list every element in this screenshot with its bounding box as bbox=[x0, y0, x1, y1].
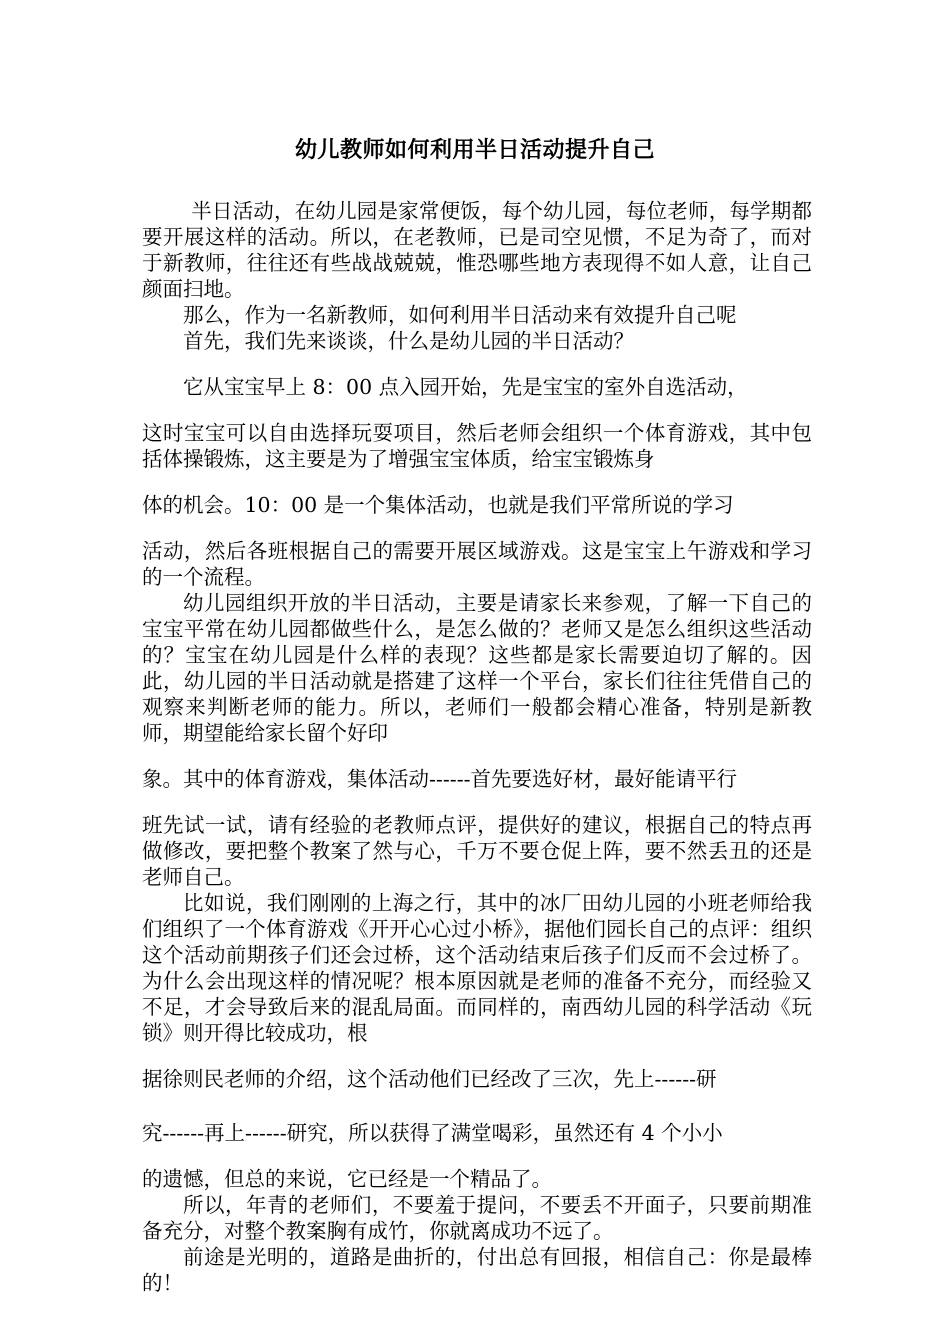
paragraph-example-intro: 据徐则民老师的介绍，这个活动他们已经改了三次，先上------研 bbox=[142, 1067, 717, 1091]
paragraph-intro: 半日活动，在幼儿园是家常便饭，每个幼儿园，每位老师，每学期都要开展这样的活动。所以，在老教师，已是司空见惯，不足为奇了，而对于新教师，往往还有些战战兢兢，惟恐哪些地方表现得不如人意，让自己颜面扫地。 bbox=[142, 199, 812, 301]
document-body bbox=[142, 198, 812, 1296]
paragraph-open-activity: 幼儿园组织开放的半日活动，主要是请家长来参观，了解一下自己的宝宝平常在幼儿园都做些什么，是怎么做的？老师又是怎么组织这些活动的？宝宝在幼儿园是什么样的表现？这些都是家长需要迫切了解的。因此，幼儿园的半日活动就是搭建了这样一个平台，家长们往往凭借自己的观察来判断老师的能力。所以，老师们一般都会精心准备，特别是新教师，期望能给家长留个好印 bbox=[142, 591, 812, 745]
document-title: 幼儿教师如何利用半日活动提升自己 bbox=[294, 137, 655, 163]
paragraph-schedule-area: 活动，然后各班根据自己的需要开展区域游戏。这是宝宝上午游戏和学习的一个流程。 bbox=[142, 539, 812, 589]
paragraph-first-topic: 首先，我们先来谈谈，什么是幼儿园的半日活动？ bbox=[183, 329, 634, 353]
paragraph-example-research: 究------再上------研究，所以获得了满堂喝彩，虽然还有 4 个小小 bbox=[142, 1121, 723, 1145]
paragraph-schedule-start: 它从宝宝早上 8：00 点入园开始，先是宝宝的室外自选活动， bbox=[183, 375, 748, 399]
paragraph-closing: 前途是光明的，道路是曲折的，付出总有回报，相信自己：你是最棒的！ bbox=[142, 1245, 812, 1295]
paragraph-advice: 所以，年青的老师们，不要羞于提问，不要丢不开面子，只要前期准备充分，对整个教案胸有成竹，你就离成功不远了。 bbox=[142, 1193, 812, 1243]
paragraph-example-conclusion: 的遗憾，但总的来说，它已经是一个精品了。 bbox=[142, 1167, 552, 1191]
paragraph-example: 比如说，我们刚刚的上海之行，其中的冰厂田幼儿园的小班老师给我们组织了一个体育游戏《开开心心过小桥》，据他们园长自己的点评：组织这个活动前期孩子们还会过桥，这个活动结束后孩子们反而不会过桥了。为什么会出现这样的情况呢？根本原因就是老师的准备不充分，而经验又不足，才会导致后来的混乱局面。而同样的，南西幼儿园的科学活动《玩锁》则开得比较成功，根 bbox=[142, 891, 812, 1045]
paragraph-schedule-collective: 体的机会。10：00 是一个集体活动，也就是我们平常所说的学习 bbox=[142, 493, 734, 517]
paragraph-preparation-start: 象。其中的体育游戏，集体活动------首先要选好材，最好能请平行 bbox=[142, 767, 738, 791]
paragraph-question: 那么，作为一名新教师，如何利用半日活动来有效提升自己呢 bbox=[183, 303, 737, 327]
paragraph-schedule-sports: 这时宝宝可以自由选择玩耍项目，然后老师会组织一个体育游戏，其中包括体操锻炼，这主要是为了增强宝宝体质，给宝宝锻炼身 bbox=[142, 421, 812, 471]
paragraph-preparation-advice: 班先试一试，请有经验的老教师点评，提供好的建议，根据自己的特点再做修改，要把整个教案了然与心，千万不要仓促上阵，要不然丢丑的还是老师自己。 bbox=[142, 813, 812, 889]
